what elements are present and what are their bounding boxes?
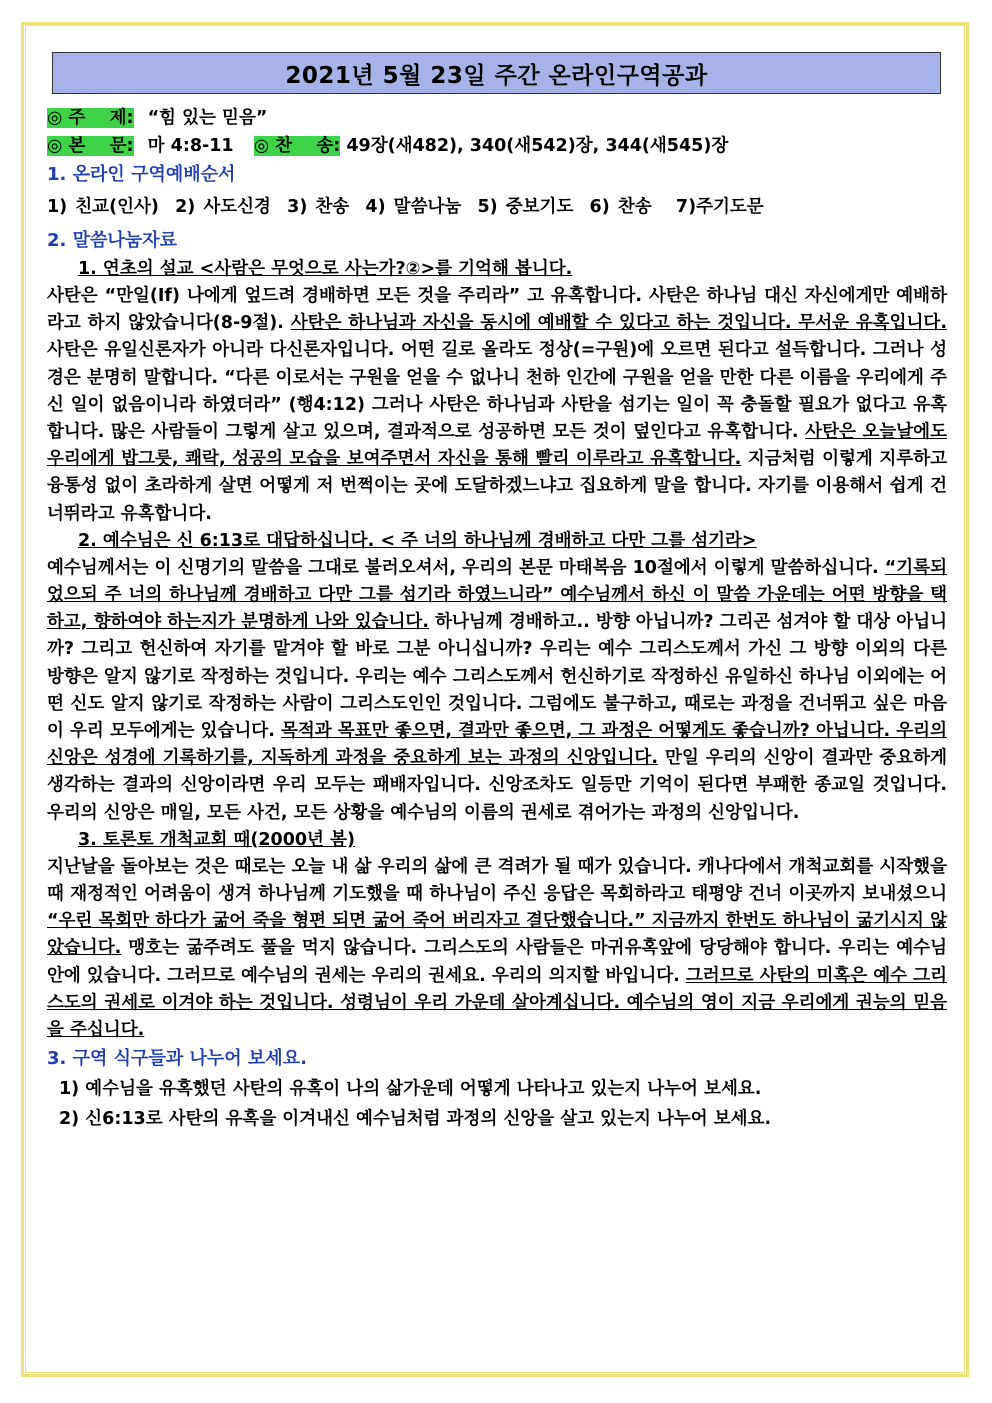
subheading-3-text: 3. 토론토 개척교회 때(2000년 봄) [78, 829, 355, 850]
p2-part4: 목적과 목표만 좋으면, 결과만 좋으면, 그 과정은 어떻게도 좋습니까? 아닙니다. 우리의 신앙은 성경에 기록하기를, 지독하게 과정을 중요하게 보는 과정의 신앙입니다. [47, 721, 947, 769]
subheading-1-text: 1. 연초의 설교 <사람은 무엇으로 사는가?②>를 기억해 봅니다. [78, 259, 573, 279]
subheading-1 [47, 256, 947, 283]
subheading-3 [47, 827, 947, 854]
p3-part3: 맹호는 굶주려도 풀을 먹지 않습니다. 그리스도의 사람들은 마귀유혹앞에 당당해야 합니다. 우리는 예수님 안에 있습니다. 그러므로 예수님의 권세는 우리의 권세요. 우리의 의지할 바입니다. [47, 938, 947, 986]
p2-part2: “기록되었으되 주 너의 하나님께 경배하고 다만 그를 섬기라 하였느니라” 예수님께서 하신 이 말씀 가운데는 어떤 방향을 택하고, 향하여야 하는지가 분명하게 나와 있습니다. [47, 557, 947, 633]
p1-part3: 사탄은 유일신론자가 아니라 다신론자입니다. 어떤 길로 올라도 정상(=구원)에 오르면 된다고 설득합니다. 그러나 성경은 분명히 말합니다. “다른 이로서는 구원을 얻을 수 없나니 천하 인간에 구원을 얻을 만한 다른 이름을 우리에게 주신 일이 없음이니라 하였더라” (행4:12) 그러나 사탄은 하나님과 사탄을 섬기는 일이 꼭 충돌할 필요가 없다고 유혹합니다. 많은 사람들이 그렇게 살고 있으며, 결과적으로 성공하면 모든 것이 덮인다고 유혹합니다. [47, 340, 947, 443]
page-title-text: 2021년 5월 23일 주간 온라인구역공과 [285, 62, 708, 89]
text-value: 마 4:8-11 [147, 136, 234, 156]
discussion-question-1: 1) 예수님을 유혹했던 사탄의 유혹이 나의 삶가운데 어떻게 나타나고 있는지 나누어 보세요. [59, 1079, 762, 1100]
subheading-2 [47, 528, 947, 555]
p1-part5: 지금처럼 이렇게 지루하고 융통성 없이 초라하게 살면 어떻게 저 번쩍이는 곳에 도달하겠느냐고 집요하게 말을 합니다. 자기를 이용해서 쉽게 건너뛰라고 유혹합니다. [47, 449, 948, 524]
subheading-2-text: 2. 예수님은 신 6:13로 대답하십니다. < 주 너의 하나님께 경배하고 다만 그를 섬기라> [78, 530, 757, 551]
paragraph-3 [47, 854, 947, 1044]
section3-heading: 3. 구역 식구들과 나누어 보세요. [47, 1048, 307, 1070]
theme-label: ◎ 주 제: [47, 108, 134, 128]
worship-order: 1) 친교(인사) 2) 사도신경 3) 찬송 4) 말씀나눔 5) 중보기도 6) 찬송 7)주기도문 [47, 197, 764, 217]
hymn-value: 49장(새482), 340(새542)장, 344(새545)장 [346, 136, 729, 156]
paragraph-2 [47, 555, 947, 827]
p3-part2: “우린 목회만 하다가 굶어 죽을 형편 되면 굶어 죽어 버리자고 결단했습니다.” 지금까지 한번도 하나님이 굶기시지 않았습니다. [47, 911, 947, 959]
hymn-label: ◎ 찬 송: [253, 136, 341, 156]
discussion-question-2: 2) 신6:13로 사탄의 유혹을 이겨내신 예수님처럼 과정의 신앙을 살고 있는지 나누어 보세요. [59, 1109, 772, 1130]
p1-part2: 사탄은 하나님과 자신을 동시에 예배할 수 있다고 하는 것입니다. 무서운 유혹입니다. [290, 313, 947, 334]
paragraph-1 [47, 283, 947, 528]
p1-part1: 사탄은 “만일(If) 나에게 엎드려 경배하면 모든 것을 주리라” 고 유혹합니다. 사탄은 하나님 대신 자신에게만 예배하라고 하지 않았습니다(8-9절). [47, 286, 947, 334]
p1-part4: 사탄은 오늘날에도 우리에게 밥그릇, 쾌락, 성공의 모습을 보여주면서 자신을 통해 빨리 이루라고 유혹합니다. [47, 422, 947, 470]
page-title [52, 52, 941, 94]
document-body [47, 104, 947, 1134]
p3-part4: 그러므로 사탄의 미혹은 예수 그리스도의 권세로 이겨야 하는 것입니다. 성령님이 우리 가운데 살아계십니다. 예수님의 영이 지금 우리에게 권능의 믿음을 주십니다. [47, 965, 947, 1041]
theme-line [47, 104, 947, 132]
p2-part5: 만일 우리의 신앙이 결과만 중요하게 생각하는 결과의 신앙이라면 우리 모두는 패배자입니다. 신앙조차도 일등만 기억이 된다면 부패한 종교일 것입니다. 우리의 신앙은 매일, 모든 사건, 모든 상황을 예수님의 이름의 권세로 겪어가는 과정의 신앙입니다. [47, 748, 947, 823]
text-hymn-line [47, 132, 947, 160]
section1-heading: 1. 온라인 구역예배순서 [47, 164, 236, 185]
p2-part1: 예수님께서는 이 신명기의 말씀을 그대로 불러오셔서, 우리의 본문 마태복음 10절에서 이렇게 말씀하십니다. [47, 557, 885, 578]
text-label: ◎ 본 문: [47, 136, 134, 156]
p2-part3: 하나님께 경배하고.. 방향 아닙니까? 그리곤 섬겨야 할 대상 아닙니까? 그리고 헌신하여 자기를 맡겨야 할 바로 그분 아니십니까? 우리는 예수 그리스도께서 가신 그 방향 이외의 다른 방향은 알지 않기로 작정하는 것입니다. 우리는 예수 그리스도께서 헌신하기로 작정하신 유일하신 하나님 이외에는 어떤 신도 알지 않기로 작정하는 사람이 그리스도인인 것입니다. 그럼에도 불구하고, 때로는 과정을 건너뛰고 싶은 마음이 우리 모두에게는 있습니다. [47, 612, 948, 742]
section2-heading: 2. 말씀나눔자료 [47, 230, 177, 251]
theme-value: “힘 있는 믿음” [147, 108, 268, 128]
p3-part1: 지난날을 돌아보는 것은 때로는 오늘 내 삶 우리의 삶에 큰 격려가 될 때가 있습니다. 캐나다에서 개척교회를 시작했을 때 재정적인 어려움이 생겨 하나님께 기도했을 때 하나님이 주신 응답은 목회하라고 태평양 건너 이곳까지 보내셨으니 [47, 856, 947, 905]
